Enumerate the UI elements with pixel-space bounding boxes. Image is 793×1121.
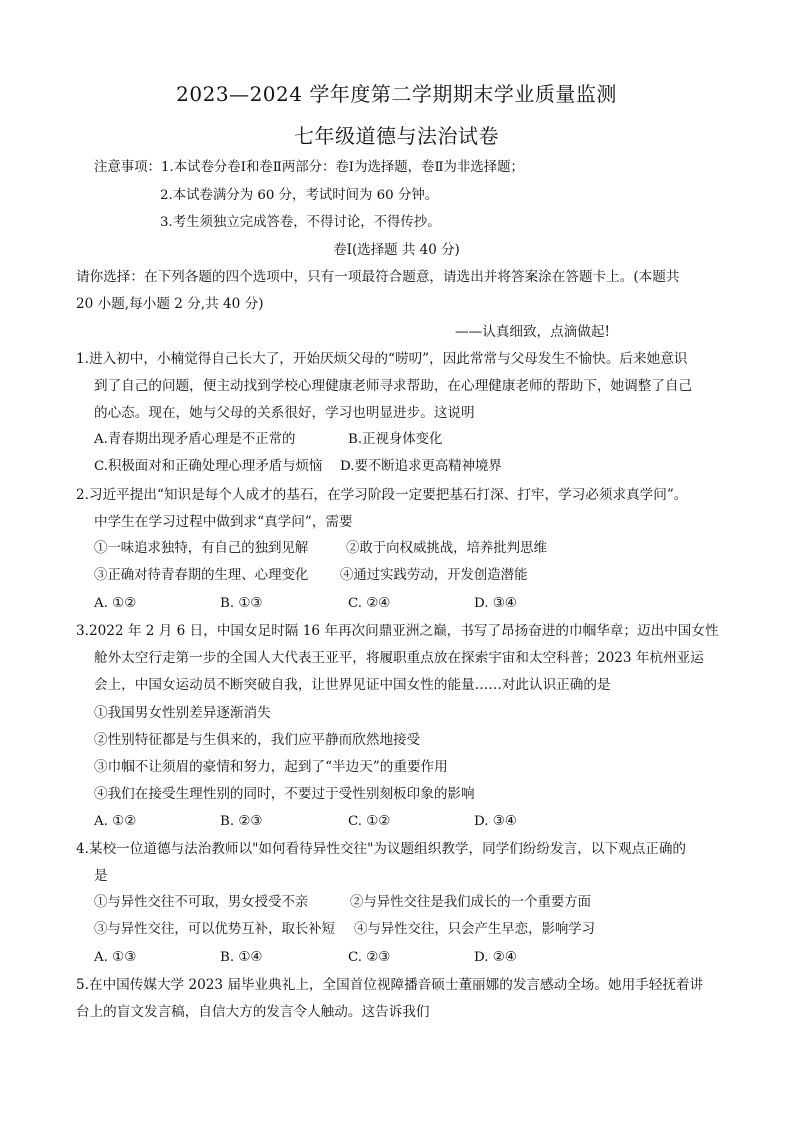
- question-3-item-4: ④我们在接受生理性别的同时，不要过于受性别刻板印象的影响: [94, 786, 475, 802]
- question-2-option-d[interactable]: D. ③④: [474, 596, 517, 611]
- note-line-1: 注意事项：1.本试卷分卷Ⅰ和卷Ⅱ两部分：卷Ⅰ为选择题，卷Ⅱ为非选择题；: [94, 160, 524, 175]
- question-2-item-1: ①一味追求独特，有自己的独到见解: [94, 541, 309, 556]
- question-1-line-3: 的心态。现在，她与父母的关系很好，学习也明显进步。这说明: [94, 405, 475, 421]
- question-3-item-3: ③巾帼不让须眉的豪情和努力，起到了“半边天”的重要作用: [94, 759, 448, 775]
- question-2-item-2: ②敢于向权威挑战，培养批判思维: [346, 541, 547, 556]
- question-1-option-d[interactable]: D.要不断追求更高精神境界: [340, 459, 502, 474]
- question-4-line-1: 4.某校一位道德与法治教师以"如何看待异性交往"为议题组织教学，同学们纷纷发言，以下观点正确的: [76, 841, 687, 857]
- question-4-item-2: ②与异性交往是我们成长的一个重要方面: [350, 895, 592, 910]
- question-4-item-1: ①与异性交往不可取，男女授受不亲: [94, 895, 309, 910]
- question-3-option-b[interactable]: B. ②③: [220, 814, 263, 829]
- question-2-option-b[interactable]: B. ①③: [220, 596, 263, 611]
- question-3-option-d[interactable]: D. ③④: [474, 814, 517, 829]
- question-2-option-c[interactable]: C. ②④: [348, 596, 391, 611]
- question-3-line-1: 3.2022 年 2 月 6 日，中国女足时隔 16 年再次问鼎亚洲之巅，书写了昂扬奋进的巾帼华章；迈出中国女性: [76, 623, 719, 639]
- exam-subtitle: 七年级道德与法治试卷: [294, 124, 499, 148]
- exam-title: 2023—2024 学年度第二学期期末学业质量监测: [176, 82, 617, 106]
- question-5-line-1: 5.在中国传媒大学 2023 届毕业典礼上，全国首位视障播音硕士董丽娜的发言感动全场。她用手轻抚着讲: [76, 977, 704, 993]
- section-instruction-1: 请你选择：在下列各题的四个选项中，只有一项最符合题意，请选出并将答案涂在答题卡上。(本题共: [76, 269, 680, 285]
- question-3-option-a[interactable]: A. ①②: [94, 814, 137, 829]
- question-2-line-1: 2.习近平提出“知识是每个人成才的基石，在学习阶段一定要把基石打深、打牢，学习必须求真学问”。: [76, 487, 688, 503]
- question-1-option-b[interactable]: B.正视身体变化: [348, 432, 443, 447]
- question-1-line-1: 1.进入初中，小楠觉得自己长大了，开始厌烦父母的“唠叨”，因此常常与父母发生不愉快。后来她意识: [76, 351, 688, 367]
- question-2-option-a[interactable]: A. ①②: [94, 596, 137, 611]
- section-instruction-2: 20 小题,每小题 2 分,共 40 分): [76, 296, 264, 312]
- note-line-3: 3.考生须独立完成答卷，不得讨论，不得传抄。: [160, 215, 441, 230]
- question-4-option-a[interactable]: A. ①③: [94, 950, 137, 965]
- question-4-line-2: 是: [94, 868, 108, 884]
- question-1-option-c[interactable]: C.积极面对和正确处理心理矛盾与烦恼: [94, 459, 323, 474]
- question-3-line-2: 舱外太空行走第一步的全国人大代表王亚平，将履职重点放在探索宇宙和太空科普；2023 年杭州亚运: [94, 650, 704, 666]
- section-motto: ——认真细致，点滴做起!: [455, 324, 610, 340]
- question-1-line-2: 到了自己的问题，便主动找到学校心理健康老师寻求帮助，在心理健康老师的帮助下，她调整了自己: [94, 378, 693, 394]
- question-3-option-c[interactable]: C. ①②: [348, 814, 391, 829]
- question-3-line-3: 会上，中国女运动员不断突破自我，让世界见证中国女性的能量……对此认识正确的是: [94, 677, 611, 693]
- question-4-option-b[interactable]: B. ①④: [220, 950, 263, 965]
- question-3-item-2: ②性别特征都是与生俱来的，我们应平静而欣然地接受: [94, 732, 421, 748]
- note-line-2: 2.本试卷满分为 60 分，考试时间为 60 分钟。: [160, 188, 439, 203]
- question-5-line-2: 台上的盲文发言稿，自信大方的发言令人触动。这告诉我们: [76, 1004, 430, 1020]
- question-4-item-3: ③与异性交往，可以优势互补，取长补短: [94, 922, 336, 937]
- question-4-item-4: ④与异性交往，只会产生早恋，影响学习: [354, 922, 596, 937]
- question-2-line-2: 中学生在学习过程中做到求“真学问”，需要: [94, 514, 353, 530]
- question-2-item-4: ④通过实践劳动，开发创造潜能: [340, 568, 528, 583]
- question-2-item-3: ③正确对待青春期的生理、心理变化: [94, 568, 309, 583]
- question-1-option-a[interactable]: A.青春期出现矛盾心理是不正常的: [94, 432, 296, 447]
- question-4-option-d[interactable]: D. ②④: [474, 950, 517, 965]
- section-title: 卷Ⅰ(选择题 共 40 分): [333, 242, 460, 258]
- question-3-item-1: ①我国男女性别差异逐渐消失: [94, 705, 271, 721]
- question-4-option-c[interactable]: C. ②③: [348, 950, 391, 965]
